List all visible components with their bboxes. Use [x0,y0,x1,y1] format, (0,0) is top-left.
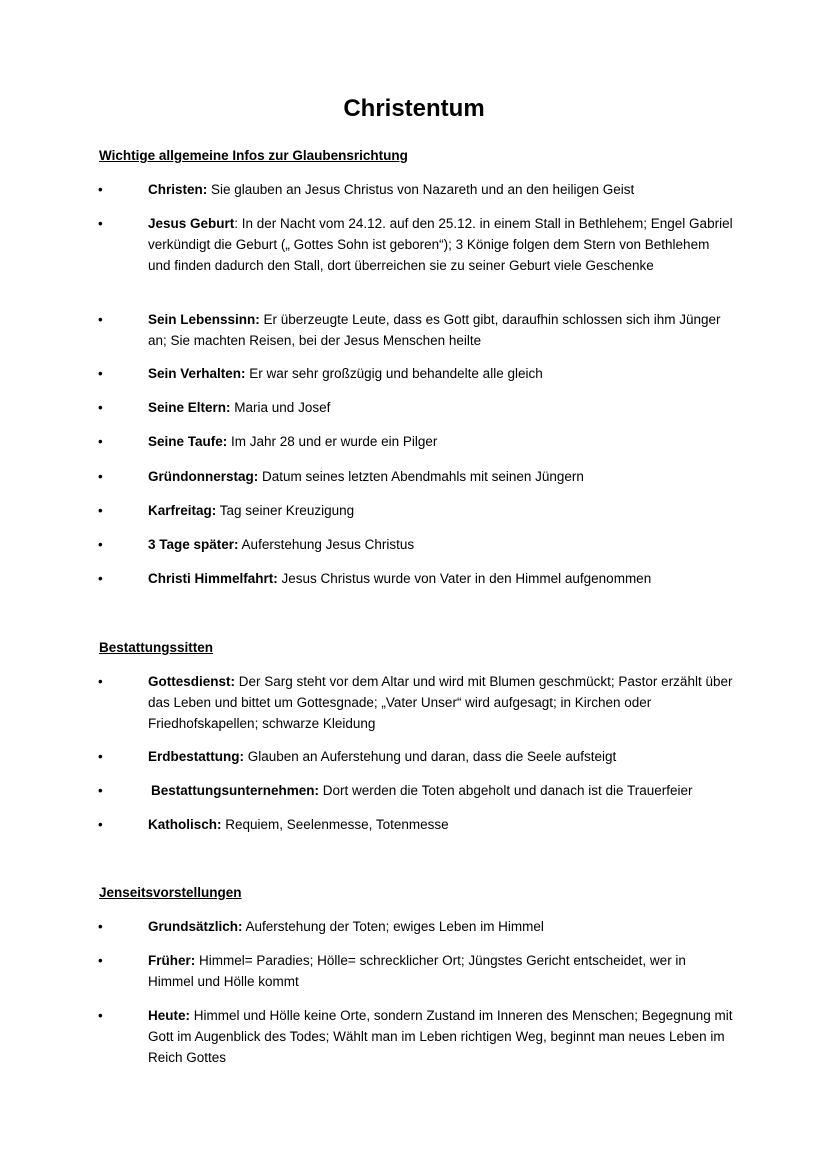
bullet: • [98,817,103,832]
list-item-text [148,746,733,767]
list-item-description: Im Jahr 28 und er wurde ein Pilger [227,434,438,449]
list-item-term: Karfreitag: [148,503,217,518]
section-heading-afterlife: Jenseitsvorstellungen [99,885,242,900]
list-item-description: Requiem, Seelenmesse, Totenmesse [221,817,449,832]
page-title: Christentum [343,95,485,122]
bullet: • [98,216,103,231]
bullet: • [98,953,103,968]
list-item-text [148,309,733,351]
list-item-term: Seine Taufe: [148,434,228,449]
list-item-description: Auferstehung der Toten; ewiges Leben im Himmel [242,919,544,934]
list-item-text [151,780,736,801]
section-heading-burial-customs: Bestattungssitten [99,640,214,655]
list-item-description: Himmel und Hölle keine Orte, sondern Zustand im Inneren des Menschen; Begegnung mit Gott im Augenblick des Todes; Wählt man im Leben richtigen Weg, beginnt man neues Leben im Reich Gottes [148,1008,733,1065]
list-item-description: Auferstehung Jesus Christus [238,537,415,552]
bullet: • [98,571,103,586]
list-item-text [148,916,733,937]
list-item-text [148,568,733,589]
bullet: • [98,312,103,327]
bullet: • [98,503,103,518]
list-item-text [148,950,733,992]
list-item-term: Heute: [148,1008,191,1023]
list-item-text [148,179,733,200]
list-item-term: Früher: [148,953,196,968]
list-item-term: Gottesdienst: [148,674,236,689]
list-item-term: Bestattungsunternehmen: [151,783,320,798]
list-item-text [148,363,733,384]
list-item-description: Jesus Christus wurde von Vater in den Himmel aufgenommen [277,571,652,586]
bullet: • [98,919,103,934]
list-item-description: Dort werden die Toten abgeholt und danach ist die Trauerfeier [319,783,693,798]
list-item-description: Der Sarg steht vor dem Altar und wird mit Blumen geschmückt; Pastor erzählt über das Leben und bittet um Gottesgnade; „Vater Unser“ wird aufgesagt; in Kirchen oder Friedhofskapellen; schwarze Kleidung [148,674,733,731]
list-item-description: Datum seines letzten Abendmahls mit seinen Jüngern [258,469,584,484]
bullet: • [98,366,103,381]
list-item-term: Seine Eltern: [148,400,231,415]
list-item-description: Tag seiner Kreuzigung [216,503,355,518]
list-item-description: Er überzeugte Leute, dass es Gott gibt, daraufhin schlossen sich ihm Jünger an; Sie machten Reisen, bei der Jesus Menschen heilte [148,312,721,348]
list-item-term: Christen: [148,182,208,197]
list-item-description: Himmel= Paradies; Hölle= schrecklicher Ort; Jüngstes Gericht entscheidet, wer in Himmel und Hölle kommt [148,953,686,989]
list-item-text [148,1005,733,1068]
list-item-text [148,431,733,452]
list-item-term: 3 Tage später: [148,537,239,552]
list-item-text [148,500,733,521]
bullet: • [98,182,103,197]
list-item-term: Sein Verhalten: [148,366,246,381]
list-item-text [148,466,733,487]
list-item-text [148,213,733,276]
bullet: • [98,400,103,415]
list-item-term: Christi Himmelfahrt: [148,571,278,586]
bullet: • [98,469,103,484]
list-item-term: Erdbestattung: [148,749,244,764]
bullet: • [98,434,103,449]
bullet: • [98,674,103,689]
bullet: • [98,537,103,552]
list-item-description: Maria und Josef [230,400,331,415]
list-item-term: Jesus Geburt [148,216,235,231]
section-heading-general-info: Wichtige allgemeine Infos zur Glaubensrichtung [99,148,408,163]
list-item-term: Grundsätzlich: [148,919,243,934]
list-item-term: Gründonnerstag: [148,469,259,484]
list-item-term: Katholisch: [148,817,222,832]
list-item-description: : In der Nacht vom 24.12. auf den 25.12. in einem Stall in Bethlehem; Engel Gabriel verkündigt die Geburt („ Gottes Sohn ist geboren“); 3 Könige folgen dem Stern von Bethlehem und finden dadurch den Stall, dort überreichen sie zu seiner Geburt viele Geschenke [148,216,733,273]
list-item-text [148,534,733,555]
list-item-term: Sein Lebenssinn: [148,312,260,327]
list-item-description: Er war sehr großzügig und behandelte alle gleich [245,366,543,381]
bullet: • [98,749,103,764]
list-item-text [148,671,733,734]
bullet: • [98,783,103,798]
list-item-description: Sie glauben an Jesus Christus von Nazareth und an den heiligen Geist [207,182,635,197]
bullet: • [98,1008,103,1023]
list-item-description: Glauben an Auferstehung und daran, dass die Seele aufsteigt [244,749,617,764]
list-item-text [148,814,733,835]
list-item-text [148,397,733,418]
